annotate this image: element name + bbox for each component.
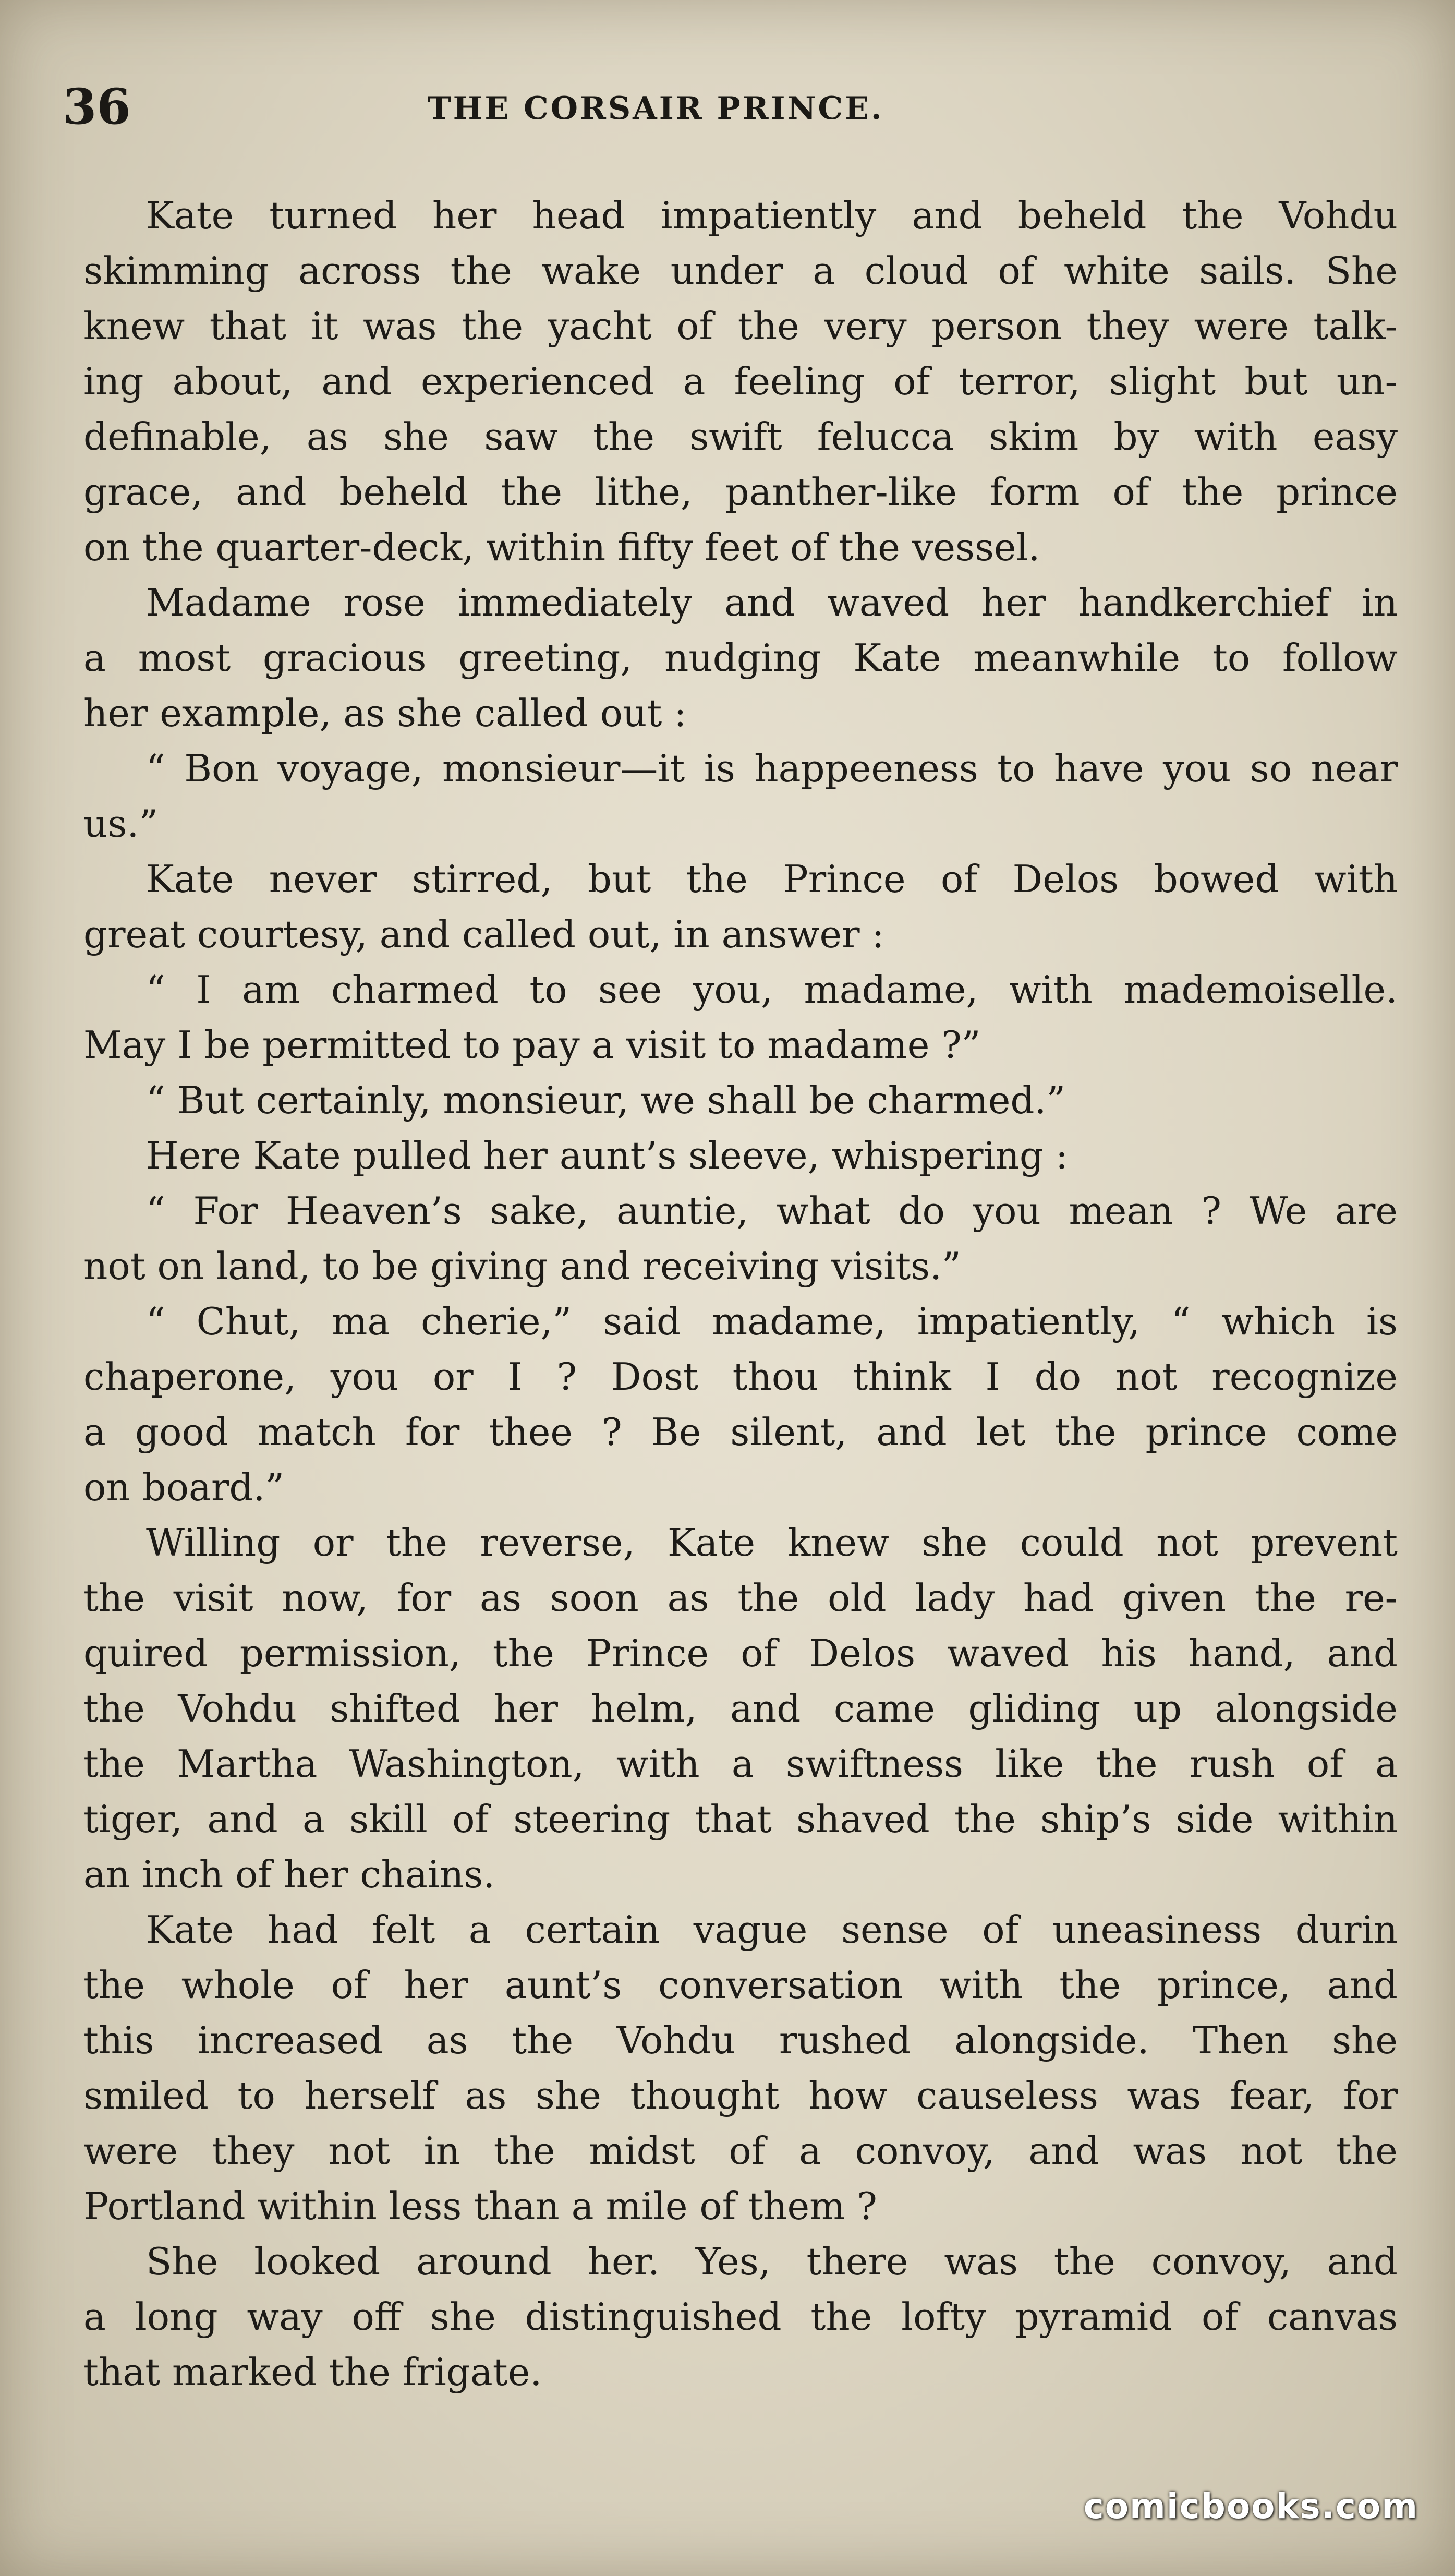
running-title: THE CORSAIR PRINCE. [428,90,884,127]
text-line: smiled to herself as she thought how causeless was fear, for [83,2074,1398,2117]
text-line: skimming across the wake under a cloud of white sails. She [83,249,1398,293]
text-line: Portland within less than a mile of them ? [83,2184,877,2228]
text-line: quired permission, the Prince of Delos waved his hand, and [83,1631,1398,1675]
text-line: tiger, and a skill of steering that shaved the ship’s side within [83,1797,1398,1841]
text-line: grace, and beheld the lithe, panther-like form of the prince [83,470,1398,514]
text-line: the Martha Washington, with a swiftness like the rush of a [83,1742,1398,1786]
text-line: a long way off she distinguished the lofty pyramid of canvas [83,2295,1398,2339]
text-line: Willing or the reverse, Kate knew she could not prevent [146,1521,1398,1564]
text-line: the whole of her aunt’s conversation with the prince, and [83,1963,1398,2007]
text-line: “ For Heaven’s sake, auntie, what do you mean ? We are [146,1189,1398,1233]
text-line: Kate had felt a certain vague sense of uneasiness durin [146,1908,1398,1952]
text-line: not on land, to be giving and receiving visits.” [83,1244,961,1288]
text-line: definable, as she saw the swift felucca skim by with easy [83,415,1398,459]
text-line: “ But certainly, monsieur, we shall be charmed.” [146,1078,1066,1122]
text-line: “ Bon voyage, monsieur—it is happeeness to have you so near [146,747,1398,790]
page-number: 36 [63,78,131,136]
text-line: great courtesy, and called out, in answer : [83,912,884,956]
text-line: a good match for thee ? Be silent, and let the prince come [83,1410,1398,1454]
text-line: knew that it was the yacht of the very person they were talk- [83,304,1398,348]
text-line: chaperone, you or I ? Dost thou think I do not recognize [83,1355,1398,1399]
text-line: “ Chut, ma cherie,” said madame, impatiently, “ which is [146,1299,1398,1343]
text-line: ing about, and experienced a feeling of terror, slight but un- [83,359,1398,403]
text-line: a most gracious greeting, nudging Kate meanwhile to follow [83,636,1398,680]
text-line: “ I am charmed to see you, madame, with mademoiselle. [146,968,1398,1012]
text-line: May I be permitted to pay a visit to madame ?” [83,1023,981,1067]
page-header [63,78,1398,136]
text-line: Here Kate pulled her aunt’s sleeve, whispering : [146,1134,1069,1177]
text-line: Kate never stirred, but the Prince of Delos bowed with [146,857,1398,901]
text-line: that marked the frigate. [83,2350,542,2394]
text-line: Madame rose immediately and waved her handkerchief in [146,581,1398,624]
text-line: this increased as the Vohdu rushed alongside. Then she [83,2018,1398,2062]
text-line: an inch of her chains. [83,1852,495,1896]
text-line: her example, as she called out : [83,691,687,735]
text-line: were they not in the midst of a convoy, and was not the [83,2129,1398,2173]
text-line: the Vohdu shifted her helm, and came gliding up alongside [83,1687,1398,1730]
text-line: us.” [83,802,159,846]
text-line: on the quarter-deck, within fifty feet of the vessel. [83,525,1040,569]
text-line: the visit now, for as soon as the old lady had given the re- [83,1576,1398,1620]
watermark: comicbooks.com [1083,2486,1418,2526]
text-line: She looked around her. Yes, there was the convoy, and [146,2240,1398,2283]
text-line: on board.” [83,1465,285,1509]
body-text [83,188,1398,2400]
text-line: Kate turned her head impatiently and beheld the Vohdu [146,194,1398,237]
